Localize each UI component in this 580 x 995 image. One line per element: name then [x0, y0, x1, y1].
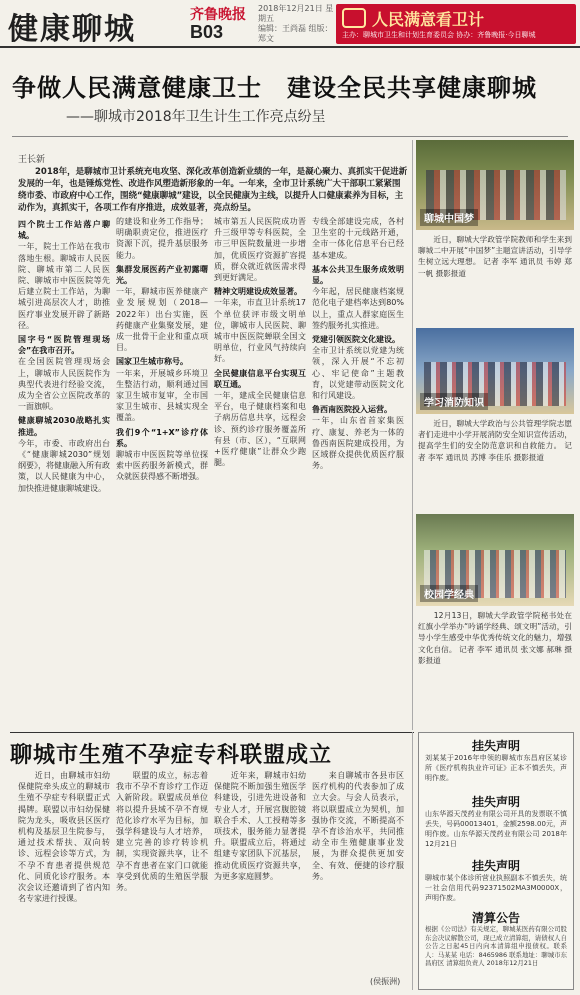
- subhead: 基本公共卫生服务成效明显。: [312, 264, 404, 286]
- subhead: 精神文明建设成效显著。: [214, 287, 302, 297]
- subhead: 我们9个“1+X”诊疗体系。: [116, 427, 208, 448]
- subhead: 全民健康信息平台实现互联互通。: [214, 368, 306, 389]
- subhead: 四个院士工作站落户聊城。: [18, 220, 110, 241]
- article2-column-4: 来自聊城市各县市区医疗机构的代表参加了成立大会。与会人员表示，将以联盟成立为契机，加强协作交流，不断提高不孕不育诊治水平，共同推动全市生殖健康事业发展，为群众提供更加安全、有效、便捷的诊疗服务。: [312, 771, 404, 881]
- paragraph: 一年来，开展城乡环境卫生整洁行动，顺利通过国家卫生城市复审，全市国家卫生城市、县城实现全覆盖。: [116, 368, 208, 423]
- article2-column-1: 近日，由聊城市妇幼保健院牵头成立的聊城市生殖不孕症专科联盟正式揭牌。联盟以市妇幼保健院为龙头，吸收县区医疗机构及基层卫生院参与，通过技术帮扶、双向转诊、远程会诊等方式，为不孕不育患者提供规范化、同质化诊疗服务。本次会议还邀请到了省内知名专家进行授课。: [18, 771, 110, 904]
- paragraph: 今年，市委、市政府出台《“健康聊城2030”规划纲要》，将健康融入所有政策，以人民健康为中心，加快推进健康聊城建设。: [18, 438, 110, 493]
- notice-body: 刘某某于2016年申领的聊城市东昌府区某诊所《医疗机构执业许可证》正本不慎丢失，声明作废。: [425, 754, 567, 782]
- header-meta: [258, 4, 338, 44]
- subhead: 国字号“医院管理现场会”在我市召开。: [18, 335, 110, 356]
- subhead: 健康聊城2030战略扎实推进。: [18, 416, 110, 437]
- editor-line: 编辑：王尚磊 组版：郑文: [258, 24, 333, 43]
- column-banner: [336, 4, 576, 44]
- paragraph: 聊城市中医医院等单位探索中医药服务新模式，群众就医获得感不断增强。: [116, 450, 208, 482]
- lead-paragraph: 2018年，是聊城市卫计系统充电攻坚、深化改革创造新业绩的一年，是凝心聚力、真抓实干促进新发展的一年，也是锤炼党性、改进作风塑造新形象的一年。一年来，全市卫计系统广大干部职工紧紧围绕市委、市政府中心工作，围绕“健康聊城”建设，以全民健康为主线，以提升人口健康素养为目标，主动作为，真抓实干，各项工作有序推进，成效显著，亮点纷呈。: [18, 167, 408, 213]
- article1-column-4: [312, 216, 404, 726]
- photo-classics: [416, 514, 574, 606]
- photo-text-3: 12月13日，聊城大学政管学院秘书处在红旗小学举办“吟诵学经典、颂文明”活动，引导小学生感受中华优秀传统文化的魅力，增强文化自信。 记者 李军 通讯员 张文娜 郝琳 摄影报道: [418, 611, 572, 665]
- divider: [12, 136, 568, 137]
- paragraph: 一年，聊城市医养健康产业发展规划（2018—2022年）出台实施，医药健康产业集聚发展，建成一批骨干企业和重点项目。: [116, 287, 208, 353]
- photo-caption: 学习消防知识: [420, 393, 488, 410]
- notice-body: 聊城市某个体诊所营业执照副本不慎丢失，统一社会信用代码92371502MA3M0000X，声明作废。: [425, 874, 567, 902]
- article1-column-3: [214, 216, 306, 726]
- paragraph: 一年，建成全民健康信息平台，电子健康档案和电子病历信息共享，远程会诊、预约诊疗服务覆盖所有县（市、区），“互联网+医疗健康”让群众少跑腿。: [214, 391, 306, 468]
- subhead: 党建引领医院文化建设。: [312, 335, 400, 345]
- newspaper-name: 齐鲁晚报: [190, 7, 246, 23]
- notice-title: 清算公告: [471, 911, 520, 925]
- paragraph: 今年起，居民健康档案规范化电子建档率达到80%以上，重点人群家庭医生签约服务扎实推进。: [312, 287, 404, 330]
- subheadline-1: ——聊城市2018年卫生计生工作亮点纷呈: [66, 109, 326, 125]
- article2-column-3: 近年来，聊城市妇幼保健院不断加强生殖医学科建设，引进先进设备和专业人才，开展宫腹腔镜联合手术、人工授精等多项技术，服务能力显著提升。联盟成立后，将通过组建专家团队下沉基层，推动优质医疗资源共享，为更多家庭圆梦。: [214, 771, 306, 881]
- author-byline: 王长新: [18, 155, 46, 165]
- notice-title: 挂失声明: [471, 739, 520, 753]
- article1-column-2: [116, 216, 208, 726]
- paragraph: 城市第五人民医院成功晋升三级甲等专科医院，全市三甲医院数量进一步增加，优质医疗资源扩容提质，群众就近就医需求得到更好满足。: [214, 217, 306, 283]
- photo-text-1: 近日，聊城大学政管学院教师和学生来到聊城二中开展“中国梦”主题宣讲活动，引导学生树立远大理想。 记者 李军 通讯员 韦婷 郑一帆 摄影报道: [418, 235, 572, 278]
- notice-body: 山东华源天茂药业有限公司开具的发票联不慎丢失，号码00013401，金额2598.00元，声明作废。山东华源天茂药业有限公司 2018年12月21日: [425, 810, 567, 848]
- paragraph: 全市卫计系统以党建为统领，深入开展“不忘初心、牢记使命”主题教育，以党建带动医院文化和行风建设。: [312, 346, 404, 401]
- subhead: 集群发展医药产业初露曙光。: [116, 264, 208, 286]
- photo-fire-safety: [416, 328, 574, 414]
- banner-sub: 主办：聊城市卫生和计划生育委员会 协办：齐鲁晚报·今日聊城: [342, 31, 536, 39]
- column-divider: [412, 140, 413, 730]
- article2-signature: (侯振洲): [370, 977, 401, 986]
- subhead: 鲁西南医院投入运营。: [312, 405, 392, 415]
- headline-1: 争做人民满意健康卫士 建设全民共享健康聊城: [12, 74, 537, 102]
- section-title: 健康聊城: [8, 12, 136, 47]
- paragraph: 专线全部建设完成，各村卫生室的十元线路开通，全市一体化信息平台已经基本建成。: [312, 217, 404, 260]
- banner-title: 人民满意看卫计: [372, 10, 485, 29]
- photo-caption: 校园学经典: [420, 585, 478, 602]
- notices-box: [418, 732, 574, 990]
- notice-body: 根据《公司法》有关规定，聊城某医药有限公司股东会决议解散公司，现已成立清算组，请债权人自公告之日起45日内向本清算组申报债权。联系人：马某某 电话：8465986 联系地址：聊城市东昌府区 清算组负责人 2018年12月21日: [425, 925, 567, 968]
- paragraph: 一年来，市直卫计系统17个单位获评市级文明单位，聊城市人民医院、聊城市中医医院蝉联全国文明单位，行业风气持续向好。: [214, 298, 306, 364]
- subhead: 国家卫生城市称号。: [116, 357, 188, 367]
- paragraph: 的建设和业务工作指导；明确职责定位，推进医疗资源下沉，提升基层服务能力。: [116, 217, 208, 260]
- paragraph: 一年，山东省首家集医疗、康复、养老为一体的鲁西南医院建成投用，为区域群众提供优质医疗服务。: [312, 416, 404, 471]
- page-header: [0, 0, 580, 48]
- article1-column-1: [18, 216, 110, 726]
- photo-text-2: 近日，聊城大学政治与公共管理学院志愿者们走进中小学开展消防安全知识宣传活动，提高学生们的安全防范意识和自救能力。 记者 李军 通讯员 苏博 李佳乐 摄影报道: [418, 419, 572, 462]
- paragraph: 一年，院士工作站在我市落地生根。聊城市人民医院、聊城市第二人民医院、聊城市中医医院等先后建立院士工作站，为聊城引进高层次人才，助推医疗事业发展开辟了新路径。: [18, 242, 110, 330]
- notice-title: 挂失声明: [471, 859, 520, 873]
- photo-classroom: [416, 140, 574, 230]
- notice-title: 挂失声明: [471, 795, 520, 809]
- article2-column-2: 联盟的成立，标志着我市不孕不育诊疗工作迈入新阶段。联盟成员单位将以提升县域不孕不育规范化诊疗水平为目标，加强学科建设与人才培养，建立完善的诊疗转诊机制，实现资源共享，让不孕不育患者在家门口就能享受到优质的生殖医学服务。: [116, 771, 208, 893]
- page-number: B03: [190, 22, 224, 42]
- badge-icon: [342, 8, 366, 28]
- photo-caption: 聊城中国梦: [420, 209, 478, 226]
- issue-date: 2018年12月21日 星期五: [258, 4, 334, 23]
- headline-2: 聊城市生殖不孕症专科联盟成立: [10, 743, 333, 768]
- divider: [10, 732, 414, 733]
- column-divider: [412, 732, 413, 990]
- paragraph: 在全国医院管理现场会上，聊城市人民医院作为典型代表进行经验交流，成为全省公立医院改革的一面旗帜。: [18, 357, 110, 412]
